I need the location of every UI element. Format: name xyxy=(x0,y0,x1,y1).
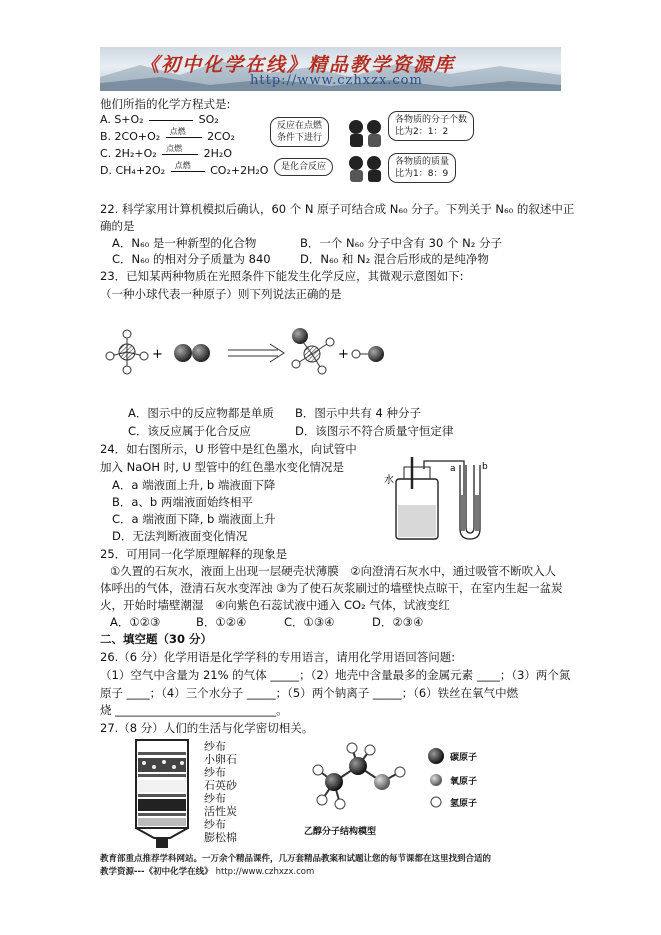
ethanol-model-figure xyxy=(300,742,510,842)
ethanol-model-caption: 乙醇分子结构模型 xyxy=(304,827,377,837)
fig24-a-label: a xyxy=(450,464,456,474)
q22-option-c: C．N₆₀ 的相对分子质量为 840 xyxy=(112,252,271,266)
filter-label-gauze-4: 纱布 xyxy=(204,818,226,831)
reactant-molecule-2 xyxy=(174,344,210,362)
q22-stem-1: 22. 科学家用计算机模拟后确认，60 个 N 原子可结合成 N₆₀ 分子。下列关于 N₆₀ 的叙述中正 xyxy=(100,202,575,216)
product-molecule-1 xyxy=(292,328,334,374)
q23-option-c: C．该反应属于化合反应 xyxy=(128,424,252,438)
q26-stem-2: （1）空气中含量为 21% 的气体 _____；（2）地壳中含量最多的金属元素 ____；（3）两个氮 xyxy=(100,668,571,682)
q27-stem-1: 27.（8 分）人们的生活与化学密切相关。 xyxy=(100,721,314,735)
banner-url[interactable]: http://www.czhxzx.com xyxy=(250,73,423,88)
q26-stem-4: 烧 ____________________________。 xyxy=(100,703,288,717)
filter-label-quartz-sand: 石英砂 xyxy=(204,779,237,792)
page-footer xyxy=(100,853,570,879)
reaction-arrow-icon xyxy=(228,344,284,362)
legend-oxygen: 氧原子 xyxy=(450,777,478,787)
svg-text:+: + xyxy=(152,347,163,362)
q21-option-b: B. 2CO+O₂ 点燃 2CO₂ xyxy=(100,126,235,143)
q26-stem-1: 26.（6 分）化学用语是化学学科的专用语言，请用化学用语回答问题: xyxy=(100,650,456,664)
q22-option-d: D．N₆₀ 和 N₂ 混合后形成的是纯净物 xyxy=(300,252,489,266)
q26-stem-3: 原子 ____；（4）三个水分子 _____；（5）两个钠离子 _____；（6）铁丝在氧气中燃 xyxy=(100,686,519,700)
filter-label-cotton: 膨松棉 xyxy=(204,831,237,844)
q24-option-b: B．a、b 两端液面始终相平 xyxy=(112,495,253,509)
q24-option-a: A．a 端液面上升, b 端液面下降 xyxy=(112,478,276,492)
filter-label-gauze-3: 纱布 xyxy=(204,792,226,805)
q24-u-tube-apparatus xyxy=(372,455,502,545)
filter-label-gauze-1: 纱布 xyxy=(204,740,226,753)
q21-option-d: D. CH₄+2O₂ 点燃 CO₂+2H₂O xyxy=(100,160,269,177)
section-fill-in-heading: 二、填空题（30 分） xyxy=(100,632,213,646)
q22-stem-2: 确的是 xyxy=(100,219,135,233)
q25-stem-1: 25．可用同一化学原理解释的现象是 xyxy=(100,547,288,561)
footer-line-2: 教学资源---《初中化学在线》 http://www.czhxzx.com xyxy=(100,867,315,877)
legend-hydrogen: 氢原子 xyxy=(450,799,478,809)
legend-carbon: 碳原子 xyxy=(450,753,478,763)
q22-option-a: A．N₆₀ 是一种新型的化合物 xyxy=(112,236,257,250)
ethanol-molecule-icon xyxy=(300,742,420,822)
bubble-mass: 各物质的质量 比为1：8：9 xyxy=(388,153,456,183)
product-molecule-2 xyxy=(352,346,384,362)
filter-column-icon xyxy=(130,738,200,850)
q24-stem-2: 加入 NaOH 时, U 型管中的红色墨水变化情况是 xyxy=(100,460,345,474)
q21-dialogue-figure xyxy=(270,111,470,183)
q25-option-a: A．①②③ xyxy=(110,615,161,629)
reactant-molecule-1 xyxy=(106,330,148,374)
q22-option-b: B．一个 N₆₀ 分子中含有 30 个 N₂ 分子 xyxy=(300,236,502,250)
header-banner xyxy=(100,47,561,91)
q24-stem-1: 24．如右图所示，U 形管中是红色墨水，向试管中 xyxy=(100,442,357,456)
q25-option-b: B．①②④ xyxy=(196,615,247,629)
q23-stem-2: （一种小球代表一种原子）则下列说法正确的是 xyxy=(100,287,342,301)
q25-option-c: C．①③④ xyxy=(284,615,335,629)
q25-stem-2: ①久置的石灰水，液面上出现一层硬壳状薄膜 ②向澄清石灰水中，通过吸管不断吹入人 xyxy=(110,564,557,578)
water-filter-figure xyxy=(130,738,260,850)
bubble-ratio: 各物质的分子个数 比为2：1：2 xyxy=(388,111,474,141)
intro-line: 他们所指的化学方程式是: xyxy=(100,97,231,111)
q21-option-a: A. S+O₂ SO₂ xyxy=(100,113,219,126)
footer-line-1: 教育部重点推荐学科网站。一万余个精品课件，几万套精品教案和试题让您的每节课都在这里找到合适的 xyxy=(100,854,492,864)
q23-option-a: A．图示中的反应物都是单质 xyxy=(128,406,274,420)
fig24-b-label: b xyxy=(482,462,488,472)
fig24-water-label: 水 xyxy=(384,475,394,486)
footer-url[interactable]: http://www.czhxzx.com xyxy=(215,867,315,877)
q25-option-d: D．②③④ xyxy=(372,615,424,629)
q24-option-d: D．无法判断液面变化情况 xyxy=(112,529,248,543)
filter-label-gauze-2: 纱布 xyxy=(204,766,226,779)
bubble-combination: 是化合反应 xyxy=(274,158,333,176)
q23-stem-1: 23．已知某两种物质在光照条件下能发生化学反应，其微观示意图如下: xyxy=(100,269,464,283)
filter-label-pebbles: 小卵石 xyxy=(204,753,237,766)
q25-stem-3: 体呼出的气体，澄清石灰水变浑浊 ③为了使石灰浆刷过的墙壁快点晾干，在室内生起一盆炭 xyxy=(100,581,563,595)
q21-option-c: C. 2H₂+O₂ 点燃 2H₂O xyxy=(100,143,232,160)
atom-legend-icons xyxy=(426,746,446,816)
q24-option-c: C．a 端液面下降, b 端液面上升 xyxy=(112,512,276,526)
q23-option-b: B．图示中共有 4 种分子 xyxy=(295,406,422,420)
banner-title: 《初中化学在线》精品教学资源库 xyxy=(140,54,456,76)
bubble-ignite: 反应在点燃 条件下进行 xyxy=(270,117,329,147)
filter-label-activated-carbon: 活性炭 xyxy=(204,805,237,818)
q23-option-d: D．该图示不符合质量守恒定律 xyxy=(295,424,454,438)
q23-reaction-diagram xyxy=(100,322,430,392)
q25-stem-4: 火，开始时墙壁潮湿 ④向紫色石蕊试液中通入 CO₂ 气体，试液变红 xyxy=(100,598,450,612)
svg-text:+: + xyxy=(338,347,349,362)
